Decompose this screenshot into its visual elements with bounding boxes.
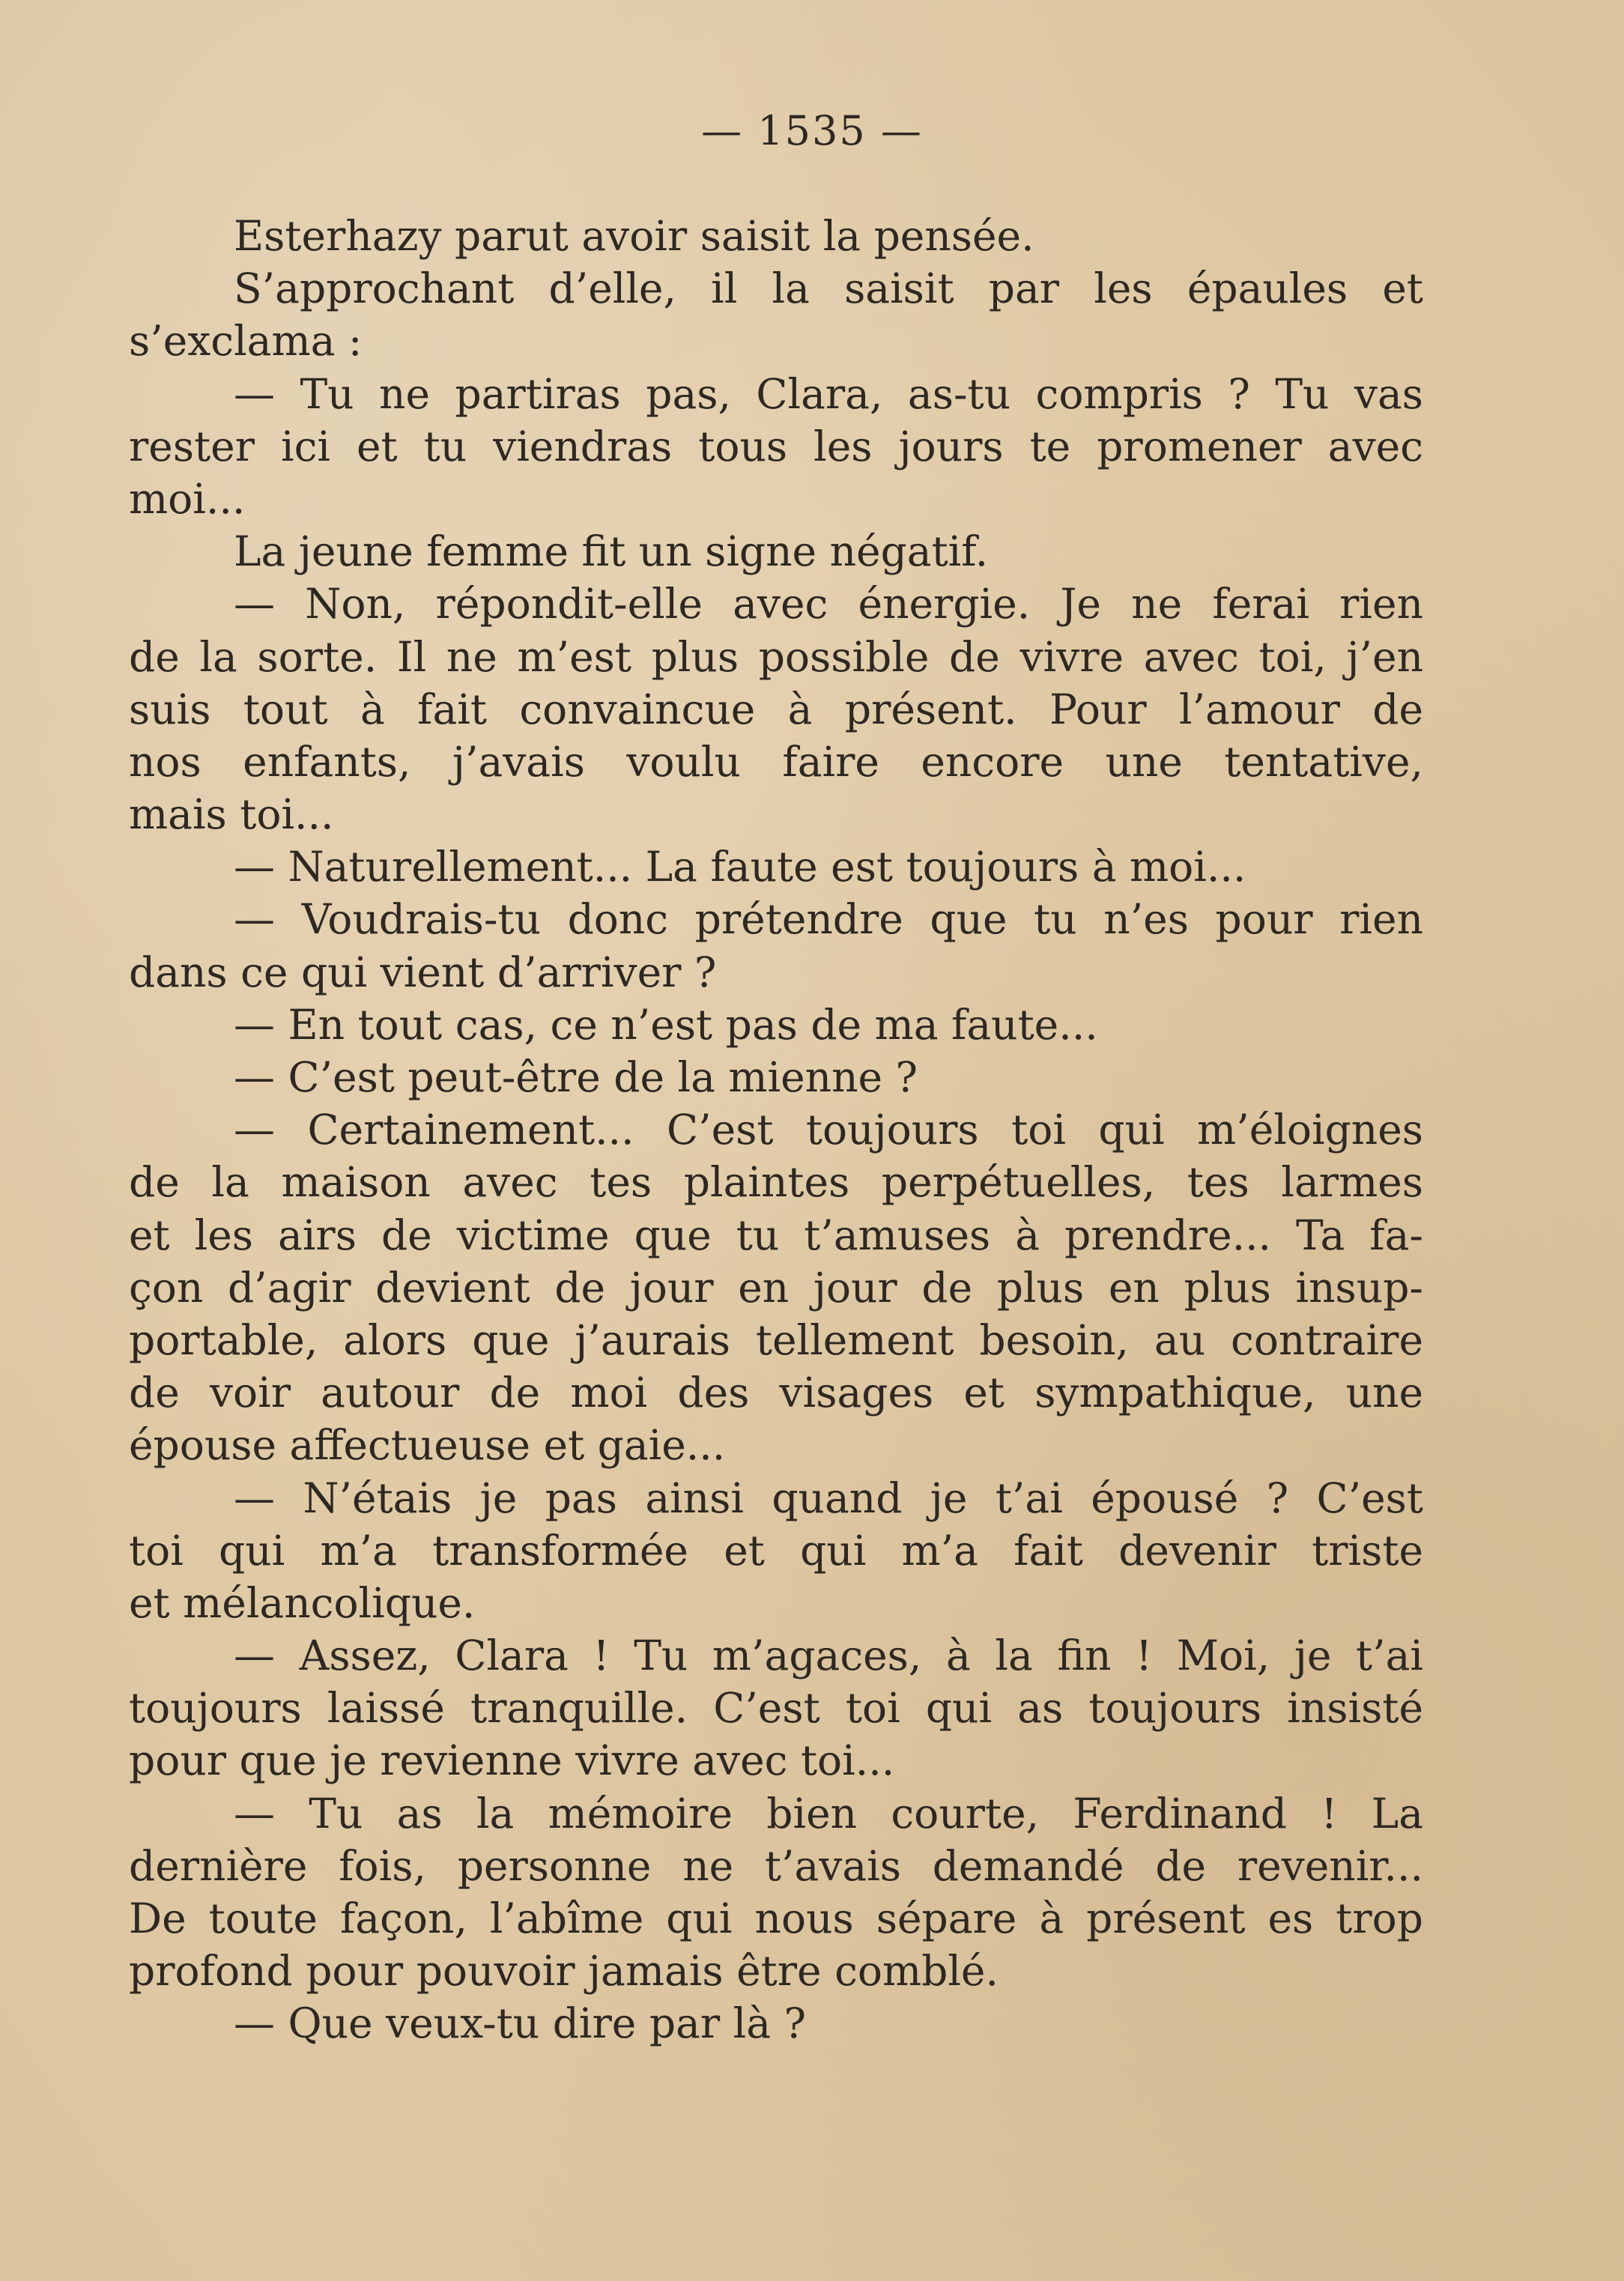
text-line: de la sorte. Il ne m’est plus possible de vivre avec toi, j’en [129, 632, 1423, 681]
text-line: — Que veux-tu dire par là ? [234, 1999, 806, 2048]
text-line: épouse affectueuse et gaie... [129, 1421, 726, 1470]
text-line: — N’étais je pas ainsi quand je t’ai épousé ? C’est [234, 1473, 1423, 1522]
text-line: de voir autour de moi des visages et sympathique, une [129, 1369, 1423, 1417]
text-line: La jeune femme fit un signe négatif. [234, 527, 989, 576]
text-line: çon d’agir devient de jour en jour de plus en plus insup- [129, 1263, 1423, 1312]
text-line: pour que je revienne vivre avec toi... [129, 1736, 895, 1785]
text-line: — En tout cas, ce n’est pas de ma faute... [234, 1000, 1098, 1049]
text-line: De toute façon, l’abîme qui nous sépare à présent es trop [129, 1894, 1423, 1942]
text-line: moi... [129, 474, 246, 523]
text-line: — Certainement... C’est toujours toi qui m’éloignes [234, 1106, 1423, 1154]
page-number: — 1535 — [701, 107, 923, 154]
text-line: mais toi... [129, 790, 334, 839]
text-line: portable, alors que j’aurais tellement besoin, au contraire [129, 1315, 1423, 1364]
text-line: toi qui m’a transformée et qui m’a fait devenir triste [129, 1526, 1423, 1575]
text-line: et les airs de victime que tu t’amuses à prendre... Ta fa- [129, 1211, 1423, 1259]
text-line: — Naturellement... La faute est toujours à moi... [234, 843, 1246, 891]
text-line: dans ce qui vient d’arriver ? [129, 948, 717, 996]
text-line: suis tout à fait convaincue à présent. Pour l’amour de [129, 685, 1423, 733]
text-line: S’approchant d’elle, il la saisit par les épaules et [234, 264, 1423, 313]
text-line: toujours laissé tranquille. C’est toi qui as toujours insisté [129, 1684, 1423, 1733]
text-line: — Assez, Clara ! Tu m’agaces, à la fin ! Moi, je t’ai [234, 1632, 1423, 1680]
text-line: profond pour pouvoir jamais être comblé. [129, 1947, 999, 1996]
text-line: — Tu ne partiras pas, Clara, as-tu compris ? Tu vas [234, 369, 1423, 418]
text-line: — Voudrais-tu donc prétendre que tu n’es pour rien [234, 895, 1423, 944]
text-line: nos enfants, j’avais voulu faire encore une tentative, [129, 737, 1423, 786]
text-line: — Tu as la mémoire bien courte, Ferdinand ! La [234, 1789, 1423, 1838]
text-line: dernière fois, personne ne t’avais demandé de revenir... [129, 1841, 1423, 1890]
text-line: de la maison avec tes plaintes perpétuelles, tes larmes [129, 1158, 1423, 1207]
text-line: et mélancolique. [129, 1578, 476, 1627]
text-line: s’exclama : [129, 317, 363, 366]
page-text [129, 210, 1423, 2050]
text-line: — C’est peut-être de la mienne ? [234, 1053, 918, 1101]
text-line: — Non, répondit-elle avec énergie. Je ne ferai rien [234, 580, 1423, 628]
text-line: rester ici et tu viendras tous les jours te promener avec [129, 422, 1423, 470]
text-line: Esterhazy parut avoir saisit la pensée. [234, 212, 1034, 260]
